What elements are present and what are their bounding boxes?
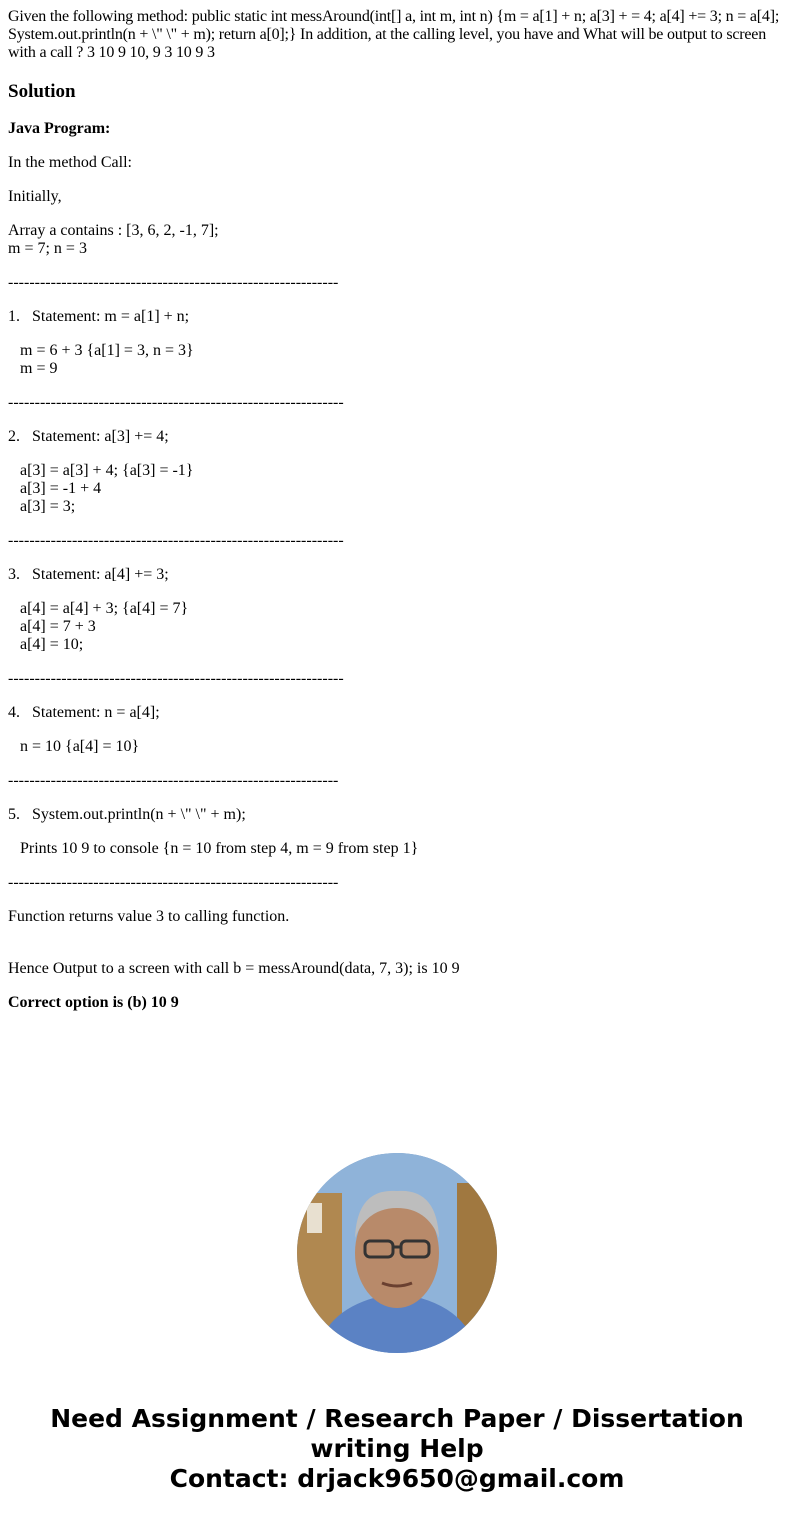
step-title: 1. Statement: m = a[1] + n; bbox=[8, 308, 190, 325]
separator: --------------------------------------------------------------- bbox=[8, 670, 344, 687]
footer-contact: Contact: drjack9650@gmail.com bbox=[169, 1464, 625, 1493]
step-title: 5. System.out.println(n + \" \" + m); bbox=[8, 806, 246, 823]
step-body: a[3] = a[3] + 4; {a[3] = -1} a[3] = -1 + 4 a[3] = 3; bbox=[20, 462, 194, 515]
correct-answer: Correct option is (b) 10 9 bbox=[8, 994, 179, 1011]
solution-heading: Solution bbox=[8, 81, 76, 102]
step-title: 2. Statement: a[3] += 4; bbox=[8, 428, 169, 445]
returns-text: Function returns value 3 to calling function. bbox=[8, 908, 290, 925]
method-call-text: In the method Call: bbox=[8, 154, 132, 171]
footer-line-2: writing Help bbox=[310, 1434, 484, 1463]
author-photo bbox=[297, 1153, 497, 1353]
portrait-image bbox=[297, 1153, 497, 1353]
hence-text: Hence Output to a screen with call b = messAround(data, 7, 3); is 10 9 bbox=[8, 960, 460, 977]
step-body: Prints 10 9 to console {n = 10 from step 4, m = 9 from step 1} bbox=[8, 840, 419, 857]
question-text: Given the following method: public static int messAround(int[] a, int m, int n) {m = a[1] + n; a[3] + = 4; a[4] += 3; n = a[4]; System.out.println(n + \" \" + m); return a[0];} In addition, at the calling level, you have and What will be output to screen with a call ? 3 10 9 10, 9 3 10 9 3 bbox=[8, 8, 783, 61]
initially-text: Initially, bbox=[8, 188, 62, 205]
step-body: a[4] = a[4] + 3; {a[4] = 7} a[4] = 7 + 3 a[4] = 10; bbox=[20, 600, 189, 653]
separator: -------------------------------------------------------------- bbox=[8, 274, 339, 291]
step-body: m = 6 + 3 {a[1] = 3, n = 3} m = 9 bbox=[20, 342, 194, 377]
initial-state: Array a contains : [3, 6, 2, -1, 7]; m = 7; n = 3 bbox=[8, 222, 219, 257]
separator: --------------------------------------------------------------- bbox=[8, 532, 344, 549]
step-title: 3. Statement: a[4] += 3; bbox=[8, 566, 169, 583]
contact-banner bbox=[0, 1404, 794, 1494]
step-title: 4. Statement: n = a[4]; bbox=[8, 704, 160, 721]
separator: -------------------------------------------------------------- bbox=[8, 772, 339, 789]
program-heading: Java Program: bbox=[8, 120, 111, 137]
separator: --------------------------------------------------------------- bbox=[8, 394, 344, 411]
step-body: n = 10 {a[4] = 10} bbox=[8, 738, 140, 755]
footer-line-1: Need Assignment / Research Paper / Dissertation bbox=[50, 1404, 744, 1433]
separator: -------------------------------------------------------------- bbox=[8, 874, 339, 891]
